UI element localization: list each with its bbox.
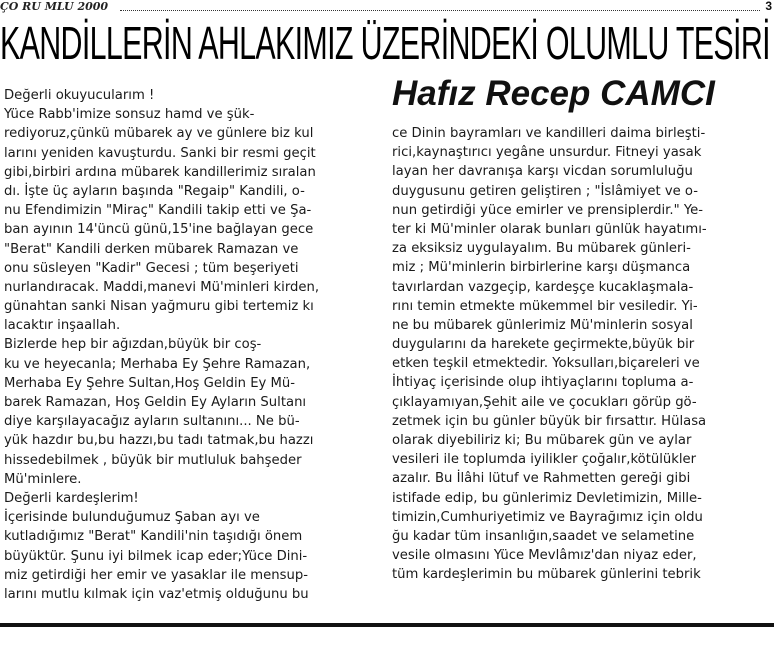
text-line: İhtiyaç içerisinde olup ihtiyaçlarını topluma a- bbox=[392, 375, 694, 391]
text-line: zetmek için bu günler büyük bir fırsattır. Hülasa bbox=[392, 413, 707, 429]
text-line: günahtan sanki Nisan yağmuru gibi tertemiz kı bbox=[4, 299, 314, 315]
text-line: kutladığımız "Berat" Kandili'nin taşıdığı önem bbox=[4, 529, 303, 545]
text-line: larını yeniden kavuşturdu. Sanki bir resmi geçit bbox=[4, 145, 316, 161]
text-line: onu süsleyen "Kadir" Gecesi ; tüm beşeriyeti bbox=[4, 260, 299, 276]
text-line: Mü'minlere. bbox=[4, 471, 82, 487]
text-line: ğu kadar tüm insanlığın,saadet ve selametine bbox=[392, 528, 695, 544]
running-title: ÇO RU MLU 2000 bbox=[0, 0, 109, 13]
running-header bbox=[0, 0, 774, 14]
text-line: diye karşılayacağız ayların sultanını... Ne bü- bbox=[4, 414, 300, 430]
text-line: hissedebilmek , büyük bir mutluluk bahşeder bbox=[4, 452, 302, 468]
text-line: olarak diyebiliriz ki; Bu mübarek gün ve aylar bbox=[392, 433, 692, 448]
text-line: vesileri ile toplumda iyilikler çoğalır,kötülükler bbox=[392, 452, 697, 468]
text-line: vesile olmasını Yüce Mevlâmız'dan niyaz eder, bbox=[392, 548, 697, 564]
text-line: za eksiksiz uygulayalım. Bu mübarek günleri- bbox=[392, 241, 691, 257]
text-line: barek Ramazan, Hoş Geldin Ey Ayların Sultanı bbox=[4, 395, 307, 410]
text-line: miz getirdiği her emir ve yasaklar ile mensup- bbox=[4, 567, 308, 583]
article-title-block bbox=[0, 18, 774, 68]
text-line: nu Efendimizin "Miraç" Kandili takip etti ve Şa- bbox=[4, 203, 312, 219]
text-line: dı. İşte üç ayların başında "Regaip" Kandili, o- bbox=[4, 183, 305, 199]
text-line: Değerli kardeşlerim! bbox=[4, 490, 139, 506]
bottom-rule bbox=[0, 623, 774, 627]
text-line: rediyoruz,çünkü mübarek ay ve günlere biz kul bbox=[4, 126, 314, 142]
text-line: istifade edip, bu günlerimiz Devletimizin, Mille- bbox=[392, 490, 702, 506]
text-line: azalır. Bu İlâhi lütuf ve Rahmetten gereği gibi bbox=[392, 471, 691, 487]
text-line: larını mutlu kılmak için vaz'etmiş olduğunu bu bbox=[4, 586, 309, 602]
text-line: Bizlerde hep bir ağızdan,büyük bir coş- bbox=[4, 337, 262, 353]
text-line: tavırlardan vazgeçip, kardeşçe kucaklaşmala- bbox=[392, 279, 694, 295]
article-title: KANDİLLERİN AHLAKIMIZ ÜZERİNDEKİ OLUMLU TESİRİ bbox=[0, 17, 770, 69]
text-line: Yüce Rabb'imize sonsuz hamd ve şük- bbox=[4, 107, 255, 123]
article-author: Hafız Recep CAMCI bbox=[392, 74, 715, 113]
text-line: ban ayının 14'üncü günü,15'ine bağlayan gece bbox=[4, 222, 314, 238]
text-line: ku ve heyecanla; Merhaba Ey Şehre Ramazan, bbox=[4, 356, 311, 372]
text-line: "Berat" Kandili derken mübarek Ramazan ve bbox=[4, 241, 299, 257]
text-line: ter ki Mü'minler olarak bunları günlük hayatımı- bbox=[392, 221, 707, 237]
dotted-leader bbox=[120, 10, 760, 11]
text-line: gibi,birbiri ardına mübarek kandillerimiz sıralan bbox=[4, 164, 316, 180]
text-line: rını temin etmekte mükemmel bir vesiledir. Yi- bbox=[392, 298, 698, 314]
page-number: 3 bbox=[765, 0, 772, 13]
text-line: lacaktır inşaallah. bbox=[4, 318, 121, 334]
text-line: yük hazdır bu,bu hazzı,bu tadı tatmak,bu hazzı bbox=[4, 433, 314, 449]
text-line: timizin,Cumhuriyetimiz ve Bayrağımız için oldu bbox=[392, 509, 703, 525]
text-line: nun getirdiği yüce emirler ve prensiplerdir." Ye- bbox=[392, 202, 704, 218]
text-line: duygusunu getiren geliştiren ; "İslâmiyet ve o- bbox=[392, 183, 699, 199]
text-line: nurlandıracak. Maddi,manevi Mü'minleri kirden, bbox=[4, 279, 320, 295]
text-line: Merhaba Ey Şehre Sultan,Hoş Geldin Ey Mü- bbox=[4, 375, 296, 391]
text-line: büyüktür. Şunu iyi bilmek icap eder;Yüce Dini- bbox=[4, 548, 308, 564]
text-line: rici,kaynaştırıcı yegâne unsurdur. Fitneyi yasak bbox=[392, 145, 702, 161]
right-column bbox=[392, 124, 764, 585]
text-line: çıklayamıyan,Şehit aile ve çocukları görüp gö- bbox=[392, 394, 697, 410]
text-line: duygularını da harekete geçirmekte,büyük bir bbox=[392, 337, 695, 353]
text-line: Değerli okuyucularım ! bbox=[4, 88, 155, 103]
text-line: miz ; Mü'minlerin birbirlerine karşı düşmanca bbox=[392, 260, 691, 276]
text-line: layan her davranışa karşı vicdan sorumluluğu bbox=[392, 164, 693, 180]
left-column bbox=[4, 86, 369, 604]
text-line: ce Dinin bayramları ve kandilleri daima birleşti- bbox=[392, 126, 706, 141]
text-line: İçerisinde bulunduğumuz Şaban ayı ve bbox=[4, 510, 260, 526]
text-line: etken teşkil etmektedir. Yoksulları,biçareleri ve bbox=[392, 356, 700, 372]
text-line: ne bu mübarek günlerimiz Mü'minlerin sosyal bbox=[392, 317, 693, 333]
text-line: tüm kardeşlerimin bu mübarek günlerini tebrik bbox=[392, 567, 701, 583]
